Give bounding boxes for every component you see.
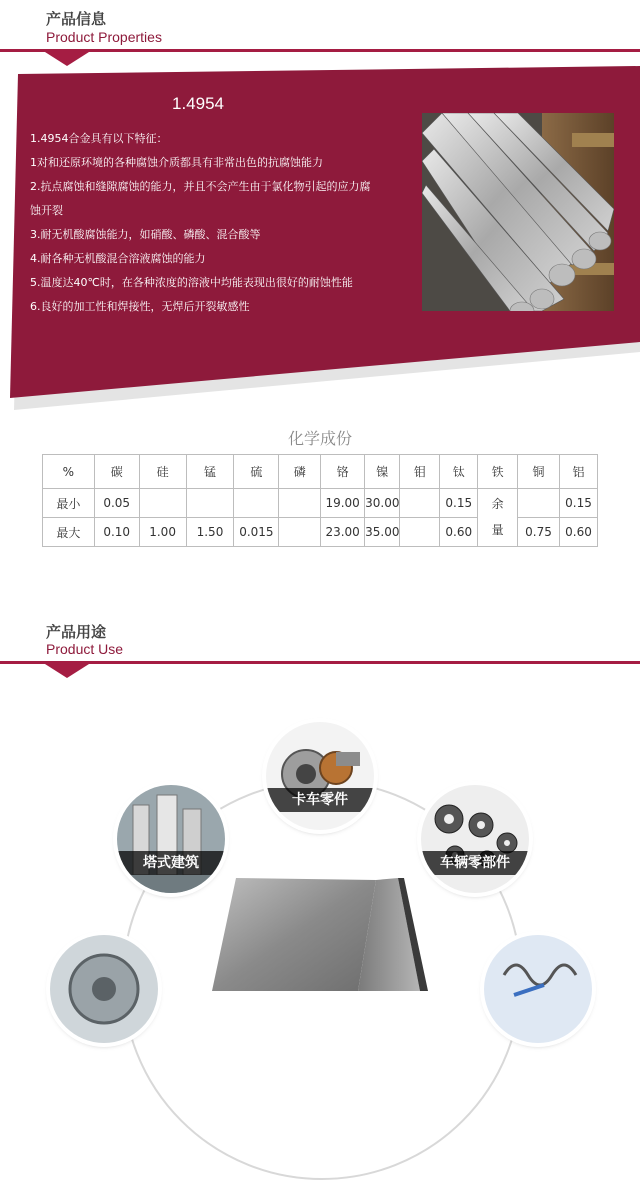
table-cell: 0.15 xyxy=(440,489,478,518)
section-title-en: Product Use xyxy=(46,641,124,657)
table-row xyxy=(43,489,598,518)
table-cell xyxy=(139,489,186,518)
table-header-cell: 锰 xyxy=(186,455,234,489)
section-title-cn: 产品信息 xyxy=(46,10,107,28)
table-header-cell: 硅 xyxy=(139,455,186,489)
table-cell-merged xyxy=(478,489,518,547)
turbine-icon xyxy=(50,935,158,1043)
table-header-row xyxy=(43,455,598,489)
turbocharger-icon xyxy=(266,722,374,830)
composition-table xyxy=(42,454,598,547)
table-cell: 0.75 xyxy=(518,518,560,547)
feature-line: 1.4954合金具有以下特征： xyxy=(30,132,168,145)
use-tower-building xyxy=(117,785,225,893)
feature-line: 6.良好的加工性和焊接性，无焊后开裂敏感性 xyxy=(30,300,250,313)
feature-line: 5.温度达40℃时，在各种浓度的溶液中均能表现出很好的耐蚀性能 xyxy=(30,276,353,289)
use-truck-parts xyxy=(266,722,374,830)
feature-line: 蚀开裂 xyxy=(30,204,63,217)
divider xyxy=(0,661,640,664)
table-cell xyxy=(234,489,279,518)
table-cell: 30.00 xyxy=(365,489,400,518)
table-cell: 35.00 xyxy=(365,518,400,547)
divider xyxy=(0,49,640,52)
table-cell xyxy=(279,518,321,547)
feature-line: 2.抗点腐蚀和缝隙腐蚀的能力，并且不会产生由于氯化物引起的应力腐 xyxy=(30,180,371,193)
table-header-cell: 铜 xyxy=(518,455,560,489)
table-cell xyxy=(186,489,234,518)
table-cell xyxy=(400,518,440,547)
tower-equipment-icon xyxy=(117,785,225,893)
feature-line: 4.耐各种无机酸混合溶液腐蚀的能力 xyxy=(30,252,206,265)
table-cell xyxy=(518,489,560,518)
pointer-triangle xyxy=(45,52,89,66)
table-cell: 0.15 xyxy=(559,489,597,518)
table-header-cell: 硫 xyxy=(234,455,279,489)
table-cell: 1.50 xyxy=(186,518,234,547)
table-cell: 19.00 xyxy=(321,489,365,518)
table-header-cell: 碳 xyxy=(94,455,139,489)
section-title-en: Product Properties xyxy=(46,29,162,45)
table-header-cell: % xyxy=(43,455,95,489)
product-grade: 1.4954 xyxy=(172,94,224,113)
use-label: 车辆零部件 xyxy=(421,851,529,875)
table-header-cell: 镍 xyxy=(365,455,400,489)
spring-icon xyxy=(484,935,592,1043)
feature-line: 1对和还原环境的各种腐蚀介质都具有非常出色的抗腐蚀能力 xyxy=(30,156,323,169)
table-cell: 0.05 xyxy=(94,489,139,518)
table-cell-text: 余量 xyxy=(491,497,504,537)
use-turbine-parts xyxy=(50,935,158,1043)
table-cell: 0.015 xyxy=(234,518,279,547)
table-header-cell: 铁 xyxy=(478,455,518,489)
table-header-cell: 磷 xyxy=(279,455,321,489)
composition-title: 化学成份 xyxy=(287,429,352,448)
table-cell xyxy=(400,489,440,518)
row-label: 最大 xyxy=(43,518,95,547)
table-cell: 0.60 xyxy=(559,518,597,547)
table-cell: 0.60 xyxy=(440,518,478,547)
feature-line: 3.耐无机酸腐蚀能力，如硝酸、磷酸、混合酸等 xyxy=(30,228,261,241)
table-header-cell: 铝 xyxy=(559,455,597,489)
steel-sheet-image xyxy=(198,872,438,991)
gear-icon xyxy=(421,785,529,893)
use-label: 塔式建筑 xyxy=(117,851,225,875)
use-vehicle-parts xyxy=(421,785,529,893)
table-header-cell: 钛 xyxy=(440,455,478,489)
table-cell: 0.10 xyxy=(94,518,139,547)
table-cell: 1.00 xyxy=(139,518,186,547)
table-header-cell: 铬 xyxy=(321,455,365,489)
row-label: 最小 xyxy=(43,489,95,518)
use-label: 卡车零件 xyxy=(266,788,374,812)
section-title-cn: 产品用途 xyxy=(46,623,107,641)
table-header-cell: 钼 xyxy=(400,455,440,489)
use-spring-parts xyxy=(484,935,592,1043)
steel-bars-photo xyxy=(422,113,614,311)
table-cell xyxy=(279,489,321,518)
table-cell: 23.00 xyxy=(321,518,365,547)
pointer-triangle xyxy=(45,664,89,678)
